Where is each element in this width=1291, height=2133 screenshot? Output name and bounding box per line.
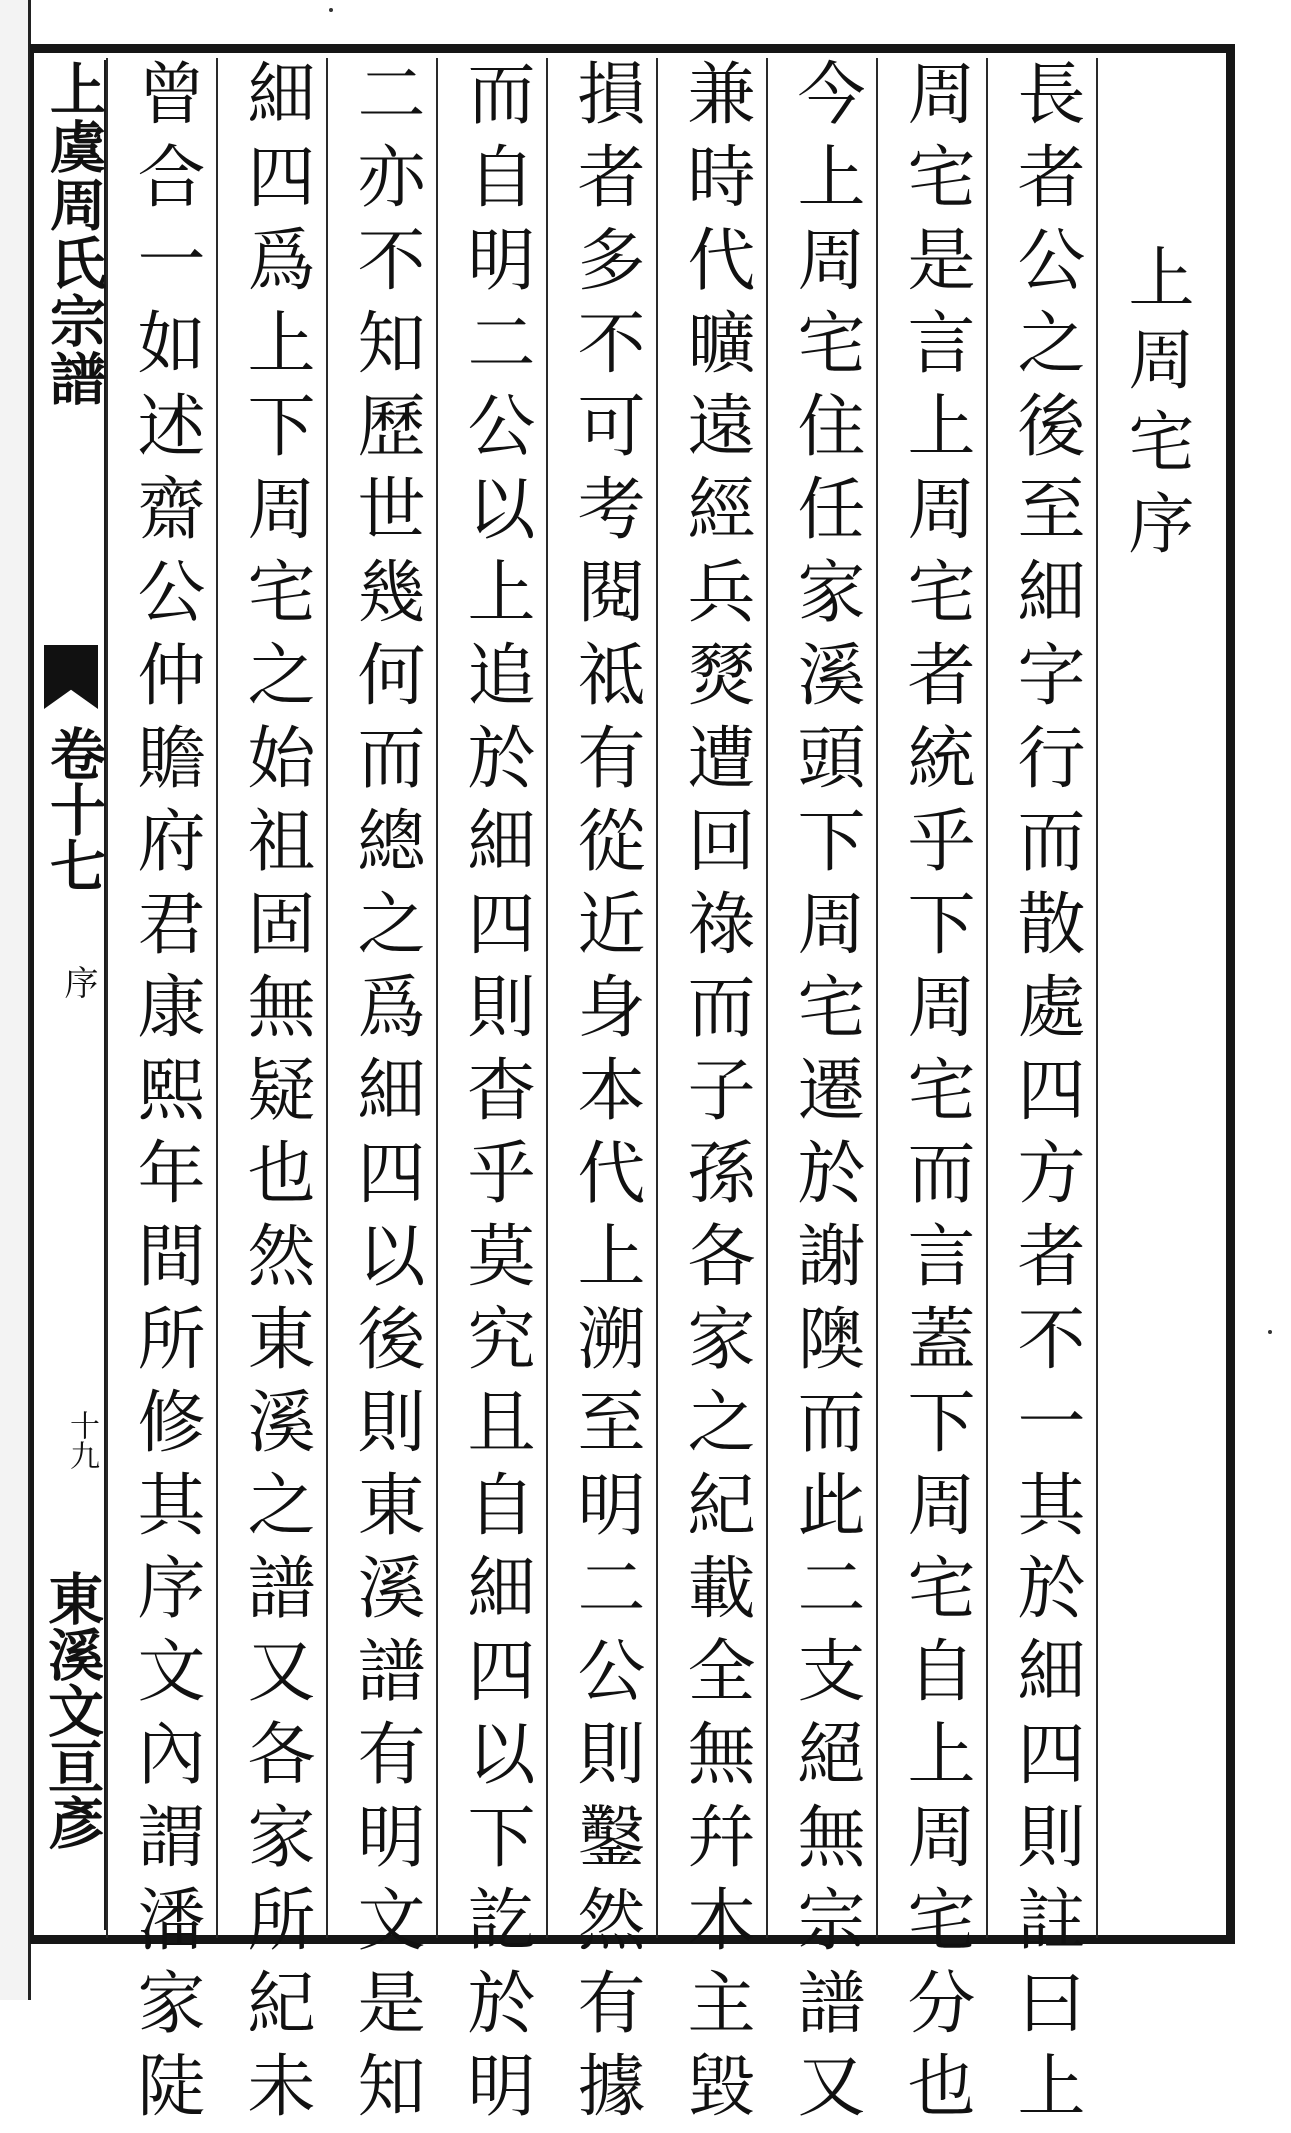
text-column-2: [876, 58, 986, 2133]
column-text: 損者多不可考閱祗有從近身本代上溯至明二公則鑿然有據: [566, 58, 645, 2133]
text-column-3: [766, 58, 876, 2133]
binding-fold: [0, 0, 31, 2000]
text-column-8: [216, 58, 326, 2133]
text-column-5: [546, 58, 656, 2133]
fishtail-mark: [44, 645, 98, 709]
text-column-1: [986, 58, 1096, 2133]
text-column-4: [656, 58, 766, 2133]
book-margin: [34, 60, 108, 1930]
section-label: 序: [58, 965, 98, 999]
column-text: 長者公之後至細字行而散處四方者不一其於細四則註曰上: [1006, 58, 1085, 2133]
column-text: 兼時代曠遠經兵燹遭回祿而子孫各家之紀載全無幷木主毀: [676, 58, 755, 2133]
section-heading: 上周宅序: [1117, 243, 1194, 571]
text-column-7: [326, 58, 436, 2133]
ink-speck: [329, 8, 333, 12]
page-number: 十九: [64, 1410, 99, 1470]
column-text: 今上周宅住任家溪頭下周宅遷於謝隩而此二支絕無宗譜又: [786, 58, 865, 2133]
heading-column: [1096, 58, 1216, 1938]
column-text: 曾合一如述齋公仲贍府君康熙年間所修其序文內謂潘家陡: [126, 58, 205, 2133]
column-text: 二亦不知歷世幾何而總之爲細四以後則東溪譜有明文是知: [346, 58, 425, 2133]
text-column-9: [106, 58, 216, 2133]
genealogy-title: 上虞周氏宗譜: [41, 60, 107, 408]
text-column-6: [436, 58, 546, 2133]
column-text: 細四爲上下周宅之始祖固無疑也然東溪之譜又各家所紀未: [236, 58, 315, 2133]
ink-speck: [1268, 1330, 1272, 1334]
volume-number: 卷十七: [41, 725, 107, 893]
hall-name: 東溪文亘彥: [39, 1570, 105, 1850]
column-text: 而自明二公以上追於細四則杳乎莫究且自細四以下訖於明: [456, 58, 535, 2133]
column-text: 周宅是言上周宅者統乎下周宅而言蓋下周宅自上周宅分也: [896, 58, 975, 2133]
